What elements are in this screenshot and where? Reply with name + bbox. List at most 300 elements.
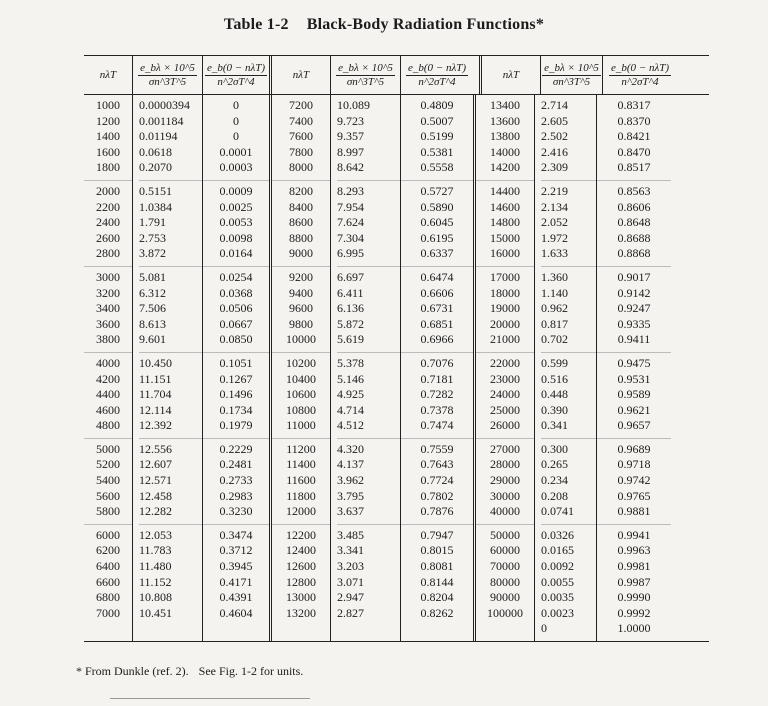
header-fraction <box>602 56 677 94</box>
cell-eb: 0.0618 <box>139 144 172 159</box>
column-nlt <box>272 95 330 641</box>
cell-fraction: 0.1267 <box>219 371 253 386</box>
cell-fraction: 0.1496 <box>219 387 253 402</box>
cell-eb: 12.458 <box>139 488 172 503</box>
cell-eb: 3.962 <box>337 473 364 488</box>
column-nlt <box>84 95 132 641</box>
cell-fraction: 0 <box>233 113 239 128</box>
header-fraction-value-numerator: e_b(0 − nλT) <box>610 61 669 74</box>
cell-nlt: 13600 <box>490 113 520 128</box>
row-block <box>476 266 534 352</box>
cell-nlt: 9200 <box>289 269 313 284</box>
cell-fraction: 0.0098 <box>219 230 253 245</box>
cell-fraction: 0.6474 <box>420 269 454 284</box>
cell-eb: 12.392 <box>139 418 172 433</box>
cell-eb: 1.791 <box>139 215 166 230</box>
cell-nlt: 23000 <box>490 371 520 386</box>
cell-nlt: 13000 <box>286 590 316 605</box>
cell-nlt: 13400 <box>490 98 520 112</box>
cell-eb: 0 <box>541 621 547 636</box>
cell-nlt: 4000 <box>96 355 120 370</box>
cell-eb: 8.293 <box>337 183 364 198</box>
cell-nlt: 11000 <box>286 418 316 433</box>
cell-fraction: 0.9718 <box>617 457 651 472</box>
row-block <box>203 438 269 524</box>
header-eb-fraction <box>542 62 601 88</box>
column-eb <box>534 95 596 641</box>
cell-nlt: 8600 <box>289 215 313 230</box>
cell-fraction: 0.8081 <box>420 559 454 574</box>
row-block <box>541 266 596 352</box>
cell-nlt: 7000 <box>96 605 120 620</box>
cell-nlt: 2600 <box>96 230 120 245</box>
cell-nlt: 19000 <box>490 301 520 316</box>
cell-fraction: 0.0254 <box>219 269 253 284</box>
cell-eb: 6.136 <box>337 301 364 316</box>
cell-fraction: 0.6851 <box>420 316 454 331</box>
row-block <box>203 95 269 180</box>
cell-fraction: 0.9981 <box>617 559 651 574</box>
cell-nlt: 14600 <box>490 199 520 214</box>
footnote <box>76 664 303 679</box>
cell-fraction: 0.9941 <box>617 527 651 542</box>
table-title <box>0 16 768 34</box>
header-fraction-value-numerator: e_b(0 − nλT) <box>407 61 466 74</box>
cell-eb: 5.378 <box>337 355 364 370</box>
cell-fraction: 0.9990 <box>617 590 651 605</box>
row-block <box>476 438 534 524</box>
cell-nlt: 11600 <box>286 473 316 488</box>
cell-nlt: 18000 <box>490 285 520 300</box>
cell-eb: 3.485 <box>337 527 364 542</box>
cell-fraction: 0.9335 <box>617 316 651 331</box>
header-group <box>479 56 677 94</box>
cell-eb: 0.962 <box>541 301 568 316</box>
cell-eb: 5.872 <box>337 316 364 331</box>
cell-fraction: 0.5890 <box>420 199 454 214</box>
cell-nlt: 5800 <box>96 504 120 519</box>
cell-eb: 6.312 <box>139 285 166 300</box>
cell-eb: 0.516 <box>541 371 568 386</box>
cell-fraction: 0.7947 <box>420 527 454 542</box>
cell-nlt: 10400 <box>286 371 316 386</box>
header-eb-fraction-denominator: σn^3T^5 <box>346 75 385 88</box>
header-fraction-value-numerator: e_b(0 − nλT) <box>206 61 265 74</box>
cell-nlt: 9600 <box>289 301 313 316</box>
row-block <box>597 266 671 352</box>
cell-fraction: 0.7282 <box>420 387 454 402</box>
cell-fraction: 0.9992 <box>617 605 651 620</box>
cell-fraction: 0.0368 <box>219 285 253 300</box>
cell-eb: 0.300 <box>541 441 568 456</box>
cell-fraction: 0.8563 <box>617 183 651 198</box>
cell-eb: 3.341 <box>337 543 364 558</box>
cell-eb: 0.817 <box>541 316 568 331</box>
cell-fraction: 0.9881 <box>617 504 651 519</box>
row-block <box>541 438 596 524</box>
cell-nlt: 9400 <box>289 285 313 300</box>
cell-fraction: 0.9247 <box>617 301 651 316</box>
cell-nlt: 6000 <box>96 527 120 542</box>
cell-eb: 4.925 <box>337 387 364 402</box>
cell-nlt: 8200 <box>289 183 313 198</box>
cell-fraction: 0.8688 <box>617 230 651 245</box>
row-block <box>139 180 202 266</box>
cell-eb: 0.0092 <box>541 559 574 574</box>
cell-fraction: 0.5381 <box>420 144 454 159</box>
column-group <box>269 95 473 641</box>
column-fraction <box>400 95 473 641</box>
row-block <box>84 524 132 626</box>
cell-eb: 1.360 <box>541 269 568 284</box>
cell-nlt: 2200 <box>96 199 120 214</box>
cell-fraction: 0.4171 <box>219 574 253 589</box>
cell-fraction: 0.5007 <box>420 113 454 128</box>
cell-eb: 3.872 <box>139 246 166 261</box>
cell-nlt: 5400 <box>96 473 120 488</box>
row-block <box>597 95 671 180</box>
cell-eb: 11.151 <box>139 371 172 386</box>
cell-fraction: 0.8606 <box>617 199 651 214</box>
cell-fraction: 0.9142 <box>617 285 651 300</box>
cell-eb: 0.234 <box>541 473 568 488</box>
cell-fraction: 0.3712 <box>219 543 253 558</box>
cell-eb: 7.304 <box>337 230 364 245</box>
cell-eb: 0.208 <box>541 488 568 503</box>
cell-eb: 3.795 <box>337 488 364 503</box>
row-block <box>272 352 330 438</box>
cell-nlt: 10200 <box>286 355 316 370</box>
header-group <box>84 56 269 94</box>
row-block <box>84 180 132 266</box>
cell-fraction: 0.4391 <box>219 590 253 605</box>
row-block <box>401 438 473 524</box>
cell-nlt: 7600 <box>289 129 313 144</box>
cell-eb: 6.411 <box>337 285 364 300</box>
row-block <box>203 180 269 266</box>
row-block <box>401 352 473 438</box>
cell-eb: 2.947 <box>337 590 364 605</box>
cell-fraction: 0.2481 <box>219 457 253 472</box>
cell-nlt: 12200 <box>286 527 316 542</box>
cell-fraction: 0.5727 <box>420 183 454 198</box>
cell-fraction: 0.7724 <box>420 473 454 488</box>
cell-eb: 2.416 <box>541 144 568 159</box>
row-block <box>541 180 596 266</box>
cell-fraction: 0.0009 <box>219 183 253 198</box>
cell-nlt: 1600 <box>96 144 120 159</box>
row-block <box>337 438 400 524</box>
cell-nlt: 9000 <box>289 246 313 261</box>
header-fraction-value-denominator: n^2σT^4 <box>217 75 255 88</box>
cell-fraction: 0.6337 <box>420 246 454 261</box>
header-eb-fraction <box>138 62 197 88</box>
cell-nlt: 3000 <box>96 269 120 284</box>
cell-eb: 0.0000394 <box>139 98 190 112</box>
cell-nlt: 90000 <box>490 590 520 605</box>
cell-fraction: 0.9765 <box>617 488 651 503</box>
cell-nlt: 6800 <box>96 590 120 605</box>
cell-eb: 0.0326 <box>541 527 574 542</box>
cell-nlt: 80000 <box>490 574 520 589</box>
cell-fraction: 0.9742 <box>617 473 651 488</box>
cell-eb: 7.506 <box>139 301 166 316</box>
cell-fraction: 1.0000 <box>617 621 651 636</box>
cell-eb: 2.052 <box>541 215 568 230</box>
row-block <box>337 95 400 180</box>
cell-eb: 11.152 <box>139 574 172 589</box>
cell-eb: 12.556 <box>139 441 172 456</box>
cell-eb: 11.480 <box>139 559 172 574</box>
row-block <box>476 95 534 180</box>
row-block <box>139 524 202 626</box>
table-body <box>84 95 709 642</box>
cell-fraction: 0.8421 <box>617 129 651 144</box>
cell-eb: 4.714 <box>337 402 364 417</box>
cell-nlt: 16000 <box>490 246 520 261</box>
cell-nlt: 10800 <box>286 402 316 417</box>
cell-eb: 8.642 <box>337 160 364 175</box>
cell-eb: 0.448 <box>541 387 568 402</box>
cell-eb: 8.997 <box>337 144 364 159</box>
header-eb-fraction <box>336 62 395 88</box>
cell-fraction: 0.6606 <box>420 285 454 300</box>
cell-fraction: 0.9987 <box>617 574 651 589</box>
cell-eb: 10.089 <box>337 98 370 112</box>
cell-eb: 8.613 <box>139 316 166 331</box>
cell-nlt: 12600 <box>286 559 316 574</box>
row-block <box>597 438 671 524</box>
cell-eb: 3.071 <box>337 574 364 589</box>
cell-eb: 2.502 <box>541 129 568 144</box>
header-eb <box>330 56 400 94</box>
cell-nlt: 20000 <box>490 316 520 331</box>
row-block <box>84 438 132 524</box>
header-fraction-value <box>609 62 671 88</box>
cell-fraction: 0.0003 <box>219 160 253 175</box>
cell-eb: 0.0055 <box>541 574 574 589</box>
cell-eb: 0.341 <box>541 418 568 433</box>
row-block <box>401 95 473 180</box>
header-eb-fraction-denominator: σn^3T^5 <box>552 75 591 88</box>
footnote-source: * From Dunkle (ref. 2). <box>76 664 189 678</box>
cell-fraction: 0.5199 <box>420 129 454 144</box>
cell-eb: 2.605 <box>541 113 568 128</box>
row-block <box>476 180 534 266</box>
cell-nlt: 60000 <box>490 543 520 558</box>
cell-eb: 2.827 <box>337 605 364 620</box>
cell-eb: 0.0035 <box>541 590 574 605</box>
cell-eb: 0.001184 <box>139 113 184 128</box>
row-block <box>139 352 202 438</box>
cell-eb: 7.624 <box>337 215 364 230</box>
cell-nlt: 70000 <box>490 559 520 574</box>
header-eb-fraction-numerator: e_bλ × 10^5 <box>140 61 195 74</box>
radiation-table <box>84 55 709 642</box>
cell-fraction: 0.7474 <box>420 418 454 433</box>
cell-eb: 11.704 <box>139 387 172 402</box>
cell-nlt: 24000 <box>490 387 520 402</box>
cell-nlt <box>476 621 534 637</box>
row-block <box>476 352 534 438</box>
cell-fraction: 0.8370 <box>617 113 651 128</box>
column-group <box>84 95 269 641</box>
row-block <box>337 180 400 266</box>
cell-fraction: 0.8517 <box>617 160 651 175</box>
cell-nlt: 12800 <box>286 574 316 589</box>
column-nlt <box>476 95 534 641</box>
cell-nlt: 2400 <box>96 215 120 230</box>
cell-fraction: 0.1979 <box>219 418 253 433</box>
cell-fraction: 0.3945 <box>219 559 253 574</box>
cell-eb: 10.450 <box>139 355 172 370</box>
cell-nlt: 1400 <box>96 129 120 144</box>
cell-fraction: 0.4809 <box>420 98 454 112</box>
row-block <box>597 352 671 438</box>
cell-nlt: 11800 <box>286 488 316 503</box>
cell-eb: 10.451 <box>139 605 172 620</box>
header-fraction-value <box>205 62 267 88</box>
header-nlt: nλT <box>292 68 310 81</box>
cell-fraction: 0.9621 <box>617 402 651 417</box>
row-block <box>84 95 132 180</box>
cell-eb: 1.0384 <box>139 199 172 214</box>
table-caption: Black-Body Radiation Functions* <box>306 16 545 33</box>
cell-nlt: 7800 <box>289 144 313 159</box>
cell-fraction: 0.6045 <box>420 215 454 230</box>
cell-eb: 0.5151 <box>139 183 172 198</box>
cell-eb: 2.309 <box>541 160 568 175</box>
cell-nlt: 10000 <box>286 332 316 347</box>
cell-fraction: 0.7876 <box>420 504 454 519</box>
cell-nlt: 5200 <box>96 457 120 472</box>
cell-eb: 6.697 <box>337 269 364 284</box>
cell-nlt: 3800 <box>96 332 120 347</box>
cell-eb: 0.0165 <box>541 543 574 558</box>
cell-eb: 6.995 <box>337 246 364 261</box>
row-block <box>203 524 269 626</box>
cell-eb: 0.390 <box>541 402 568 417</box>
cell-fraction: 0.9475 <box>617 355 651 370</box>
row-block <box>272 524 330 626</box>
row-block <box>84 266 132 352</box>
row-block <box>337 524 400 626</box>
cell-eb: 12.114 <box>139 402 172 417</box>
header-eb <box>540 56 602 94</box>
cell-fraction: 0.6195 <box>420 230 454 245</box>
cell-eb: 5.146 <box>337 371 364 386</box>
cell-fraction: 0.9531 <box>617 371 651 386</box>
cell-fraction: 0.9589 <box>617 387 651 402</box>
row-block <box>272 180 330 266</box>
cell-eb: 12.571 <box>139 473 172 488</box>
header-nlt: nλT <box>99 68 117 81</box>
row-block <box>139 95 202 180</box>
cell-fraction: 0.8015 <box>420 543 454 558</box>
column-fraction <box>202 95 269 641</box>
cell-fraction: 0.9411 <box>617 332 651 347</box>
row-block <box>139 266 202 352</box>
column-fraction <box>596 95 671 641</box>
cell-fraction: 0.3474 <box>219 527 253 542</box>
cell-eb: 7.954 <box>337 199 364 214</box>
cell-fraction: 0.5558 <box>420 160 454 175</box>
cell-eb: 1.972 <box>541 230 568 245</box>
row-block <box>84 352 132 438</box>
cell-fraction: 0.0164 <box>219 246 253 261</box>
cell-fraction: 0.6966 <box>420 332 454 347</box>
column-eb <box>330 95 400 641</box>
cell-nlt: 4200 <box>96 371 120 386</box>
row-block <box>139 438 202 524</box>
cell-nlt: 3400 <box>96 301 120 316</box>
cell-fraction: 0.7076 <box>420 355 454 370</box>
cell-fraction: 0.3230 <box>219 504 253 519</box>
row-block <box>203 352 269 438</box>
header-eb-fraction-numerator: e_bλ × 10^5 <box>544 61 599 74</box>
cell-fraction: 0.0053 <box>219 215 253 230</box>
cell-eb: 3.203 <box>337 559 364 574</box>
cell-eb: 12.607 <box>139 457 172 472</box>
cell-eb: 0.0741 <box>541 504 574 519</box>
cell-nlt: 26000 <box>490 418 520 433</box>
row-block <box>401 524 473 626</box>
row-block <box>272 438 330 524</box>
cell-nlt: 8400 <box>289 199 313 214</box>
cell-fraction: 0.0001 <box>219 144 253 159</box>
cell-nlt: 8800 <box>289 230 313 245</box>
cell-nlt: 11400 <box>286 457 316 472</box>
cell-fraction: 0.9017 <box>617 269 651 284</box>
cell-nlt: 14000 <box>490 144 520 159</box>
cell-nlt: 2000 <box>96 183 120 198</box>
cell-nlt: 5000 <box>96 441 120 456</box>
cell-nlt: 50000 <box>490 527 520 542</box>
cell-nlt: 6600 <box>96 574 120 589</box>
header-eb <box>132 56 202 94</box>
row-block <box>597 180 671 266</box>
cell-eb: 2.753 <box>139 230 166 245</box>
cell-nlt: 4400 <box>96 387 120 402</box>
cell-nlt: 10600 <box>286 387 316 402</box>
cell-nlt: 40000 <box>490 504 520 519</box>
row-block <box>203 266 269 352</box>
cell-eb: 9.601 <box>139 332 166 347</box>
cell-nlt: 3600 <box>96 316 120 331</box>
column-eb <box>132 95 202 641</box>
cell-fraction: 0.7378 <box>420 402 454 417</box>
cell-nlt: 15000 <box>490 230 520 245</box>
row-block <box>272 266 330 352</box>
header-group <box>269 56 479 94</box>
cell-nlt: 4600 <box>96 402 120 417</box>
cell-fraction: 0.9657 <box>617 418 651 433</box>
cell-fraction: 0.8144 <box>420 574 454 589</box>
cell-nlt: 29000 <box>490 473 520 488</box>
cell-eb: 5.081 <box>139 269 166 284</box>
cell-fraction: 0 <box>233 98 239 112</box>
cell-fraction: 0.8470 <box>617 144 651 159</box>
cell-eb: 4.320 <box>337 441 364 456</box>
row-block <box>541 95 596 180</box>
cell-eb: 5.619 <box>337 332 364 347</box>
cell-fraction: 0.2229 <box>219 441 253 456</box>
cell-eb: 0.01194 <box>139 129 178 144</box>
cell-nlt: 3200 <box>96 285 120 300</box>
cell-fraction: 0.2733 <box>219 473 253 488</box>
cell-fraction: 0.0025 <box>219 199 253 214</box>
row-block <box>541 524 596 641</box>
